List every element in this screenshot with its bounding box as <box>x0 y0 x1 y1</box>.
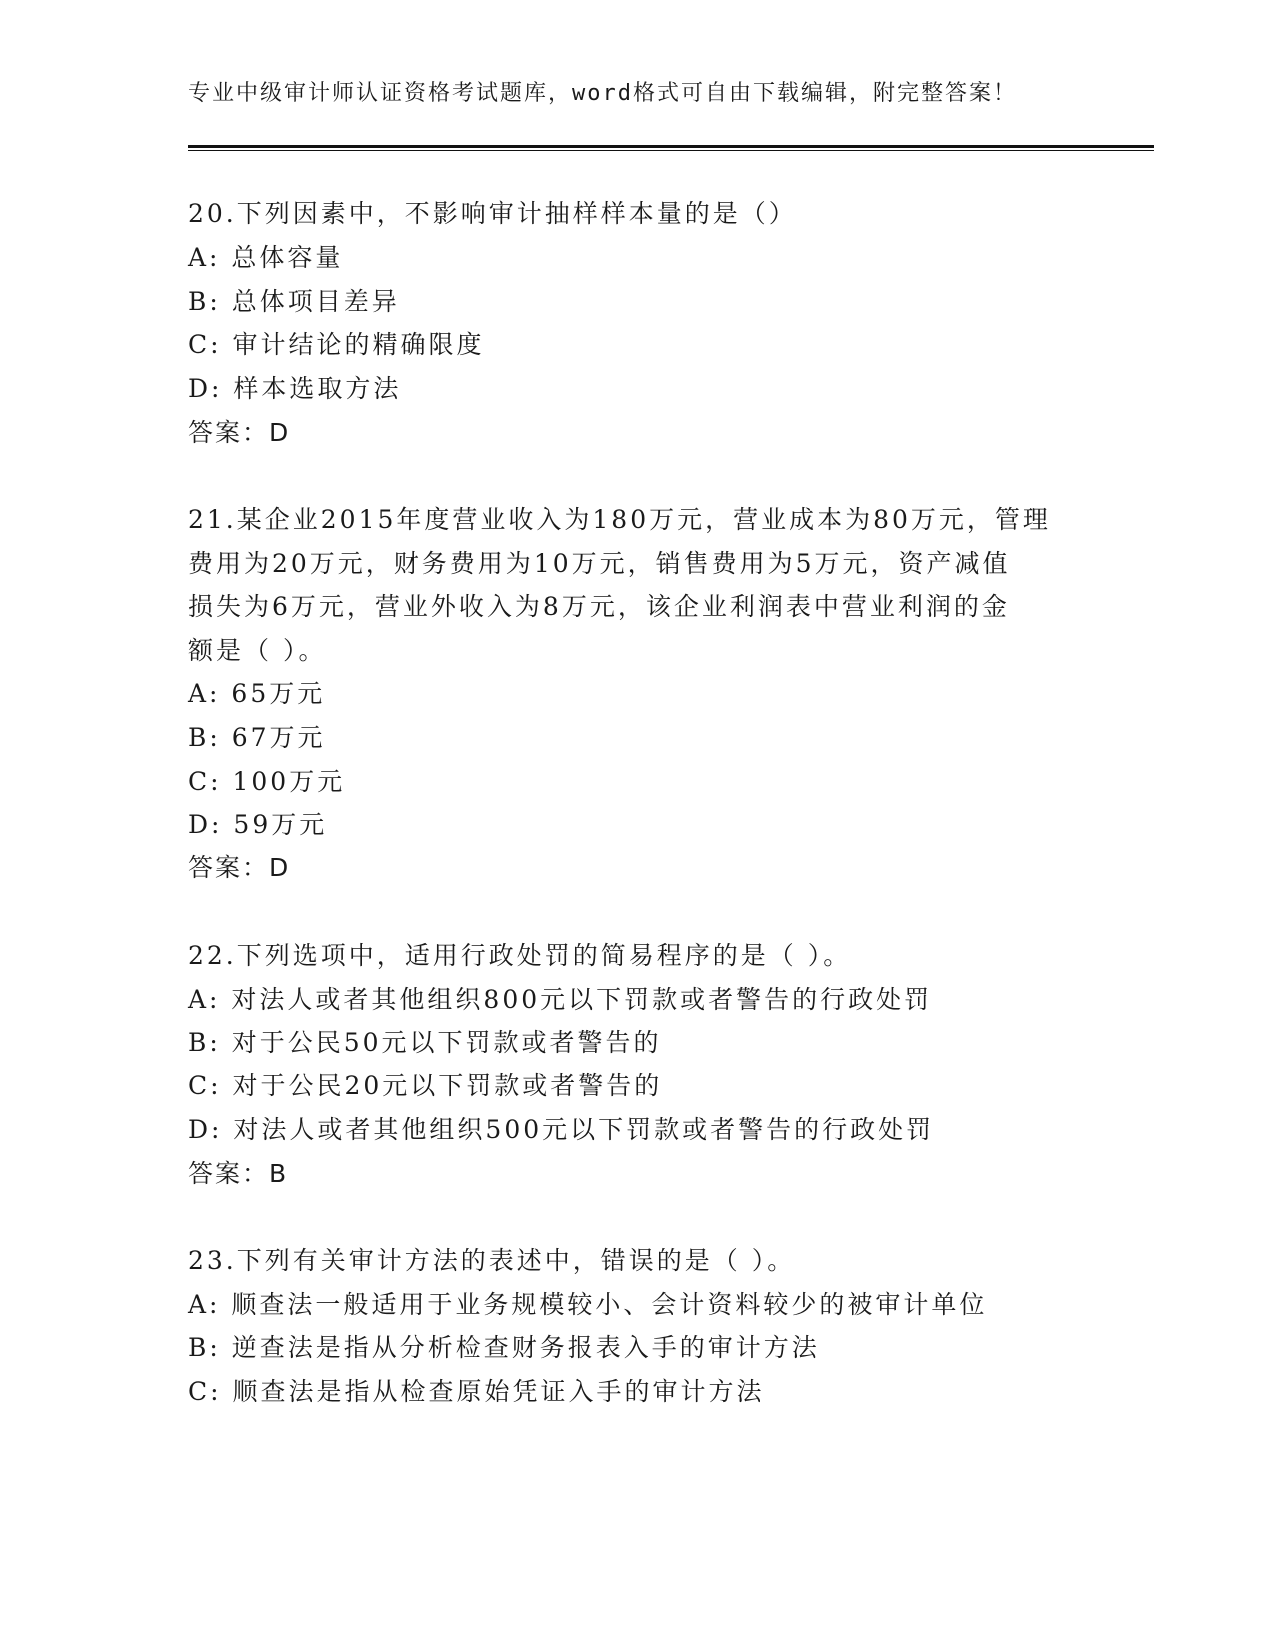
question-21-answer: 答案：D <box>188 853 291 882</box>
question-21-option-a: A: 65万元 <box>188 679 326 708</box>
question-21-stem-line-1: 21.某企业2015年度营业收入为180万元，营业成本为80万元，管理 <box>188 505 1051 534</box>
question-23-option-a: A: 顺查法一般适用于业务规模较小、会计资料较少的被审计单位 <box>188 1290 988 1319</box>
header-rule <box>188 145 1154 148</box>
question-20-answer: 答案：D <box>188 418 291 447</box>
question-21-stem-line-4: 额是（ ）。 <box>188 636 327 665</box>
question-20-stem: 20.下列因素中，不影响审计抽样样本量的是（） <box>188 199 797 228</box>
question-20-option-c: C: 审计结论的精确限度 <box>188 330 485 359</box>
question-23-option-c: C: 顺查法是指从检查原始凭证入手的审计方法 <box>188 1377 765 1406</box>
question-22-option-c: C: 对于公民20元以下罚款或者警告的 <box>188 1071 663 1100</box>
question-22-option-a: A: 对法人或者其他组织800元以下罚款或者警告的行政处罚 <box>188 985 933 1014</box>
question-21-option-c: C: 100万元 <box>188 767 346 796</box>
question-20-option-b: B: 总体项目差异 <box>188 287 400 316</box>
question-23-option-b: B: 逆查法是指从分析检查财务报表入手的审计方法 <box>188 1333 820 1362</box>
question-21-stem-line-3: 损失为6万元，营业外收入为8万元，该企业利润表中营业利润的金 <box>188 592 1010 621</box>
question-22-answer: 答案：B <box>188 1159 289 1188</box>
question-22-option-b: B: 对于公民50元以下罚款或者警告的 <box>188 1028 662 1057</box>
question-22-stem: 22.下列选项中，适用行政处罚的简易程序的是（ ）。 <box>188 941 852 970</box>
question-21-option-b: B: 67万元 <box>188 723 326 752</box>
page-header: 专业中级审计师认证资格考试题库，word格式可自由下载编辑，附完整答案！ <box>188 81 1017 106</box>
question-23-stem: 23.下列有关审计方法的表述中，错误的是（ ）。 <box>188 1246 796 1275</box>
question-21-stem-line-2: 费用为20万元，财务费用为10万元，销售费用为5万元，资产减值 <box>188 549 1011 578</box>
header-rule-thin <box>188 150 1154 151</box>
question-20-option-d: D: 样本选取方法 <box>188 374 402 403</box>
question-20-option-a: A: 总体容量 <box>188 243 344 272</box>
question-22-option-d: D: 对法人或者其他组织500元以下罚款或者警告的行政处罚 <box>188 1115 935 1144</box>
question-21-option-d: D: 59万元 <box>188 810 328 839</box>
